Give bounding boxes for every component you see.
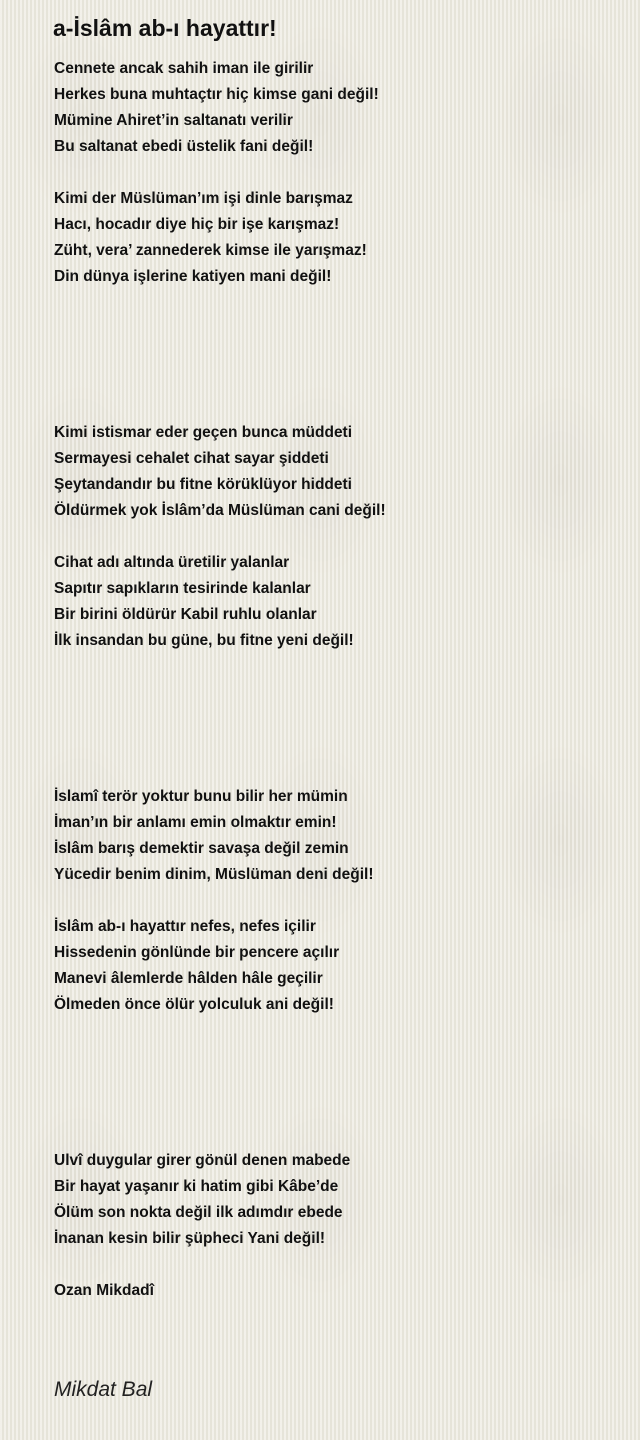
poem-line: İman’ın bir anlamı emin olmaktır emin! [54, 814, 337, 831]
poem-line: Kimi der Müslüman’ım işi dinle barışmaz [54, 190, 353, 207]
poem-line: İnanan kesin bilir şüpheci Yani değil! [54, 1230, 326, 1247]
poem-line: Cihat adı altında üretilir yalanlar [54, 554, 290, 571]
poem-line: Manevi âlemlerde hâlden hâle geçilir [54, 970, 323, 987]
poem-title: a-İslâm ab-ı hayattır! [53, 15, 277, 41]
poem-line: Kimi istismar eder geçen bunca müddeti [54, 424, 353, 441]
poem-line: Cennete ancak sahih iman ile girilir [54, 60, 314, 77]
poem-line: Ölmeden önce ölür yolculuk ani değil! [54, 996, 334, 1013]
poem-line: Bir hayat yaşanır ki hatim gibi Kâbe’de [54, 1178, 339, 1195]
stanza-1 [54, 56, 614, 160]
stanza-4 [54, 550, 614, 654]
poem-line: Züht, vera’ zannederek kimse ile yarışmaz! [54, 242, 367, 259]
stanza-gap [54, 524, 614, 550]
poem-line: İslamî terör yoktur bunu bilir her mümin [54, 788, 348, 805]
stanza-3 [54, 420, 614, 524]
poem-line: Hacı, hocadır diye hiç bir işe karışmaz! [54, 216, 340, 233]
poem-line: Şeytandandır bu fitne körüklüyor hiddeti [54, 476, 352, 493]
poem-line: İlk insandan bu güne, bu fitne yeni değil! [54, 632, 354, 649]
poem-line: Hissedenin gönlünde bir pencere açılır [54, 944, 340, 961]
stanza-6 [54, 914, 614, 1018]
stanza-gap [54, 160, 614, 186]
poem-author: Ozan Mikdadî [54, 1282, 154, 1299]
poem-line: İslâm barış demektir savaşa değil zemin [54, 840, 349, 857]
poem-line: İslâm ab-ı hayattır nefes, nefes içilir [54, 918, 316, 935]
stanza-7 [54, 1148, 614, 1252]
poem-line: Ulvî duygular girer gönül denen mabede [54, 1152, 351, 1169]
poem-line: Yücedir benim dinim, Müslüman deni değil! [54, 866, 374, 883]
poem-line: Mümine Ahiret’in saltanatı verilir [54, 112, 293, 129]
stanza-2 [54, 186, 614, 290]
stanza-gap [54, 888, 614, 914]
poem-line: Ölüm son nokta değil ilk adımdır ebede [54, 1204, 343, 1221]
poem-line: Sapıtır sapıkların tesirinde kalanlar [54, 580, 311, 597]
section-gap [54, 1018, 614, 1148]
stanza-5 [54, 784, 614, 888]
poem-line: Sermayesi cehalet cihat sayar şiddeti [54, 450, 329, 467]
poem-line: Öldürmek yok İslâm’da Müslüman cani değil! [54, 502, 386, 519]
poem-line: Bu saltanat ebedi üstelik fani değil! [54, 138, 314, 155]
poem-line: Herkes buna muhtaçtır hiç kimse gani değil! [54, 86, 379, 103]
section-gap [54, 290, 614, 420]
poem-page [54, 14, 614, 1304]
poem-line: Bir birini öldürür Kabil ruhlu olanlar [54, 606, 317, 623]
author-signature: Mikdat Bal [54, 1378, 153, 1401]
poem-line: Din dünya işlerine katiyen mani değil! [54, 268, 332, 285]
section-gap [54, 654, 614, 784]
